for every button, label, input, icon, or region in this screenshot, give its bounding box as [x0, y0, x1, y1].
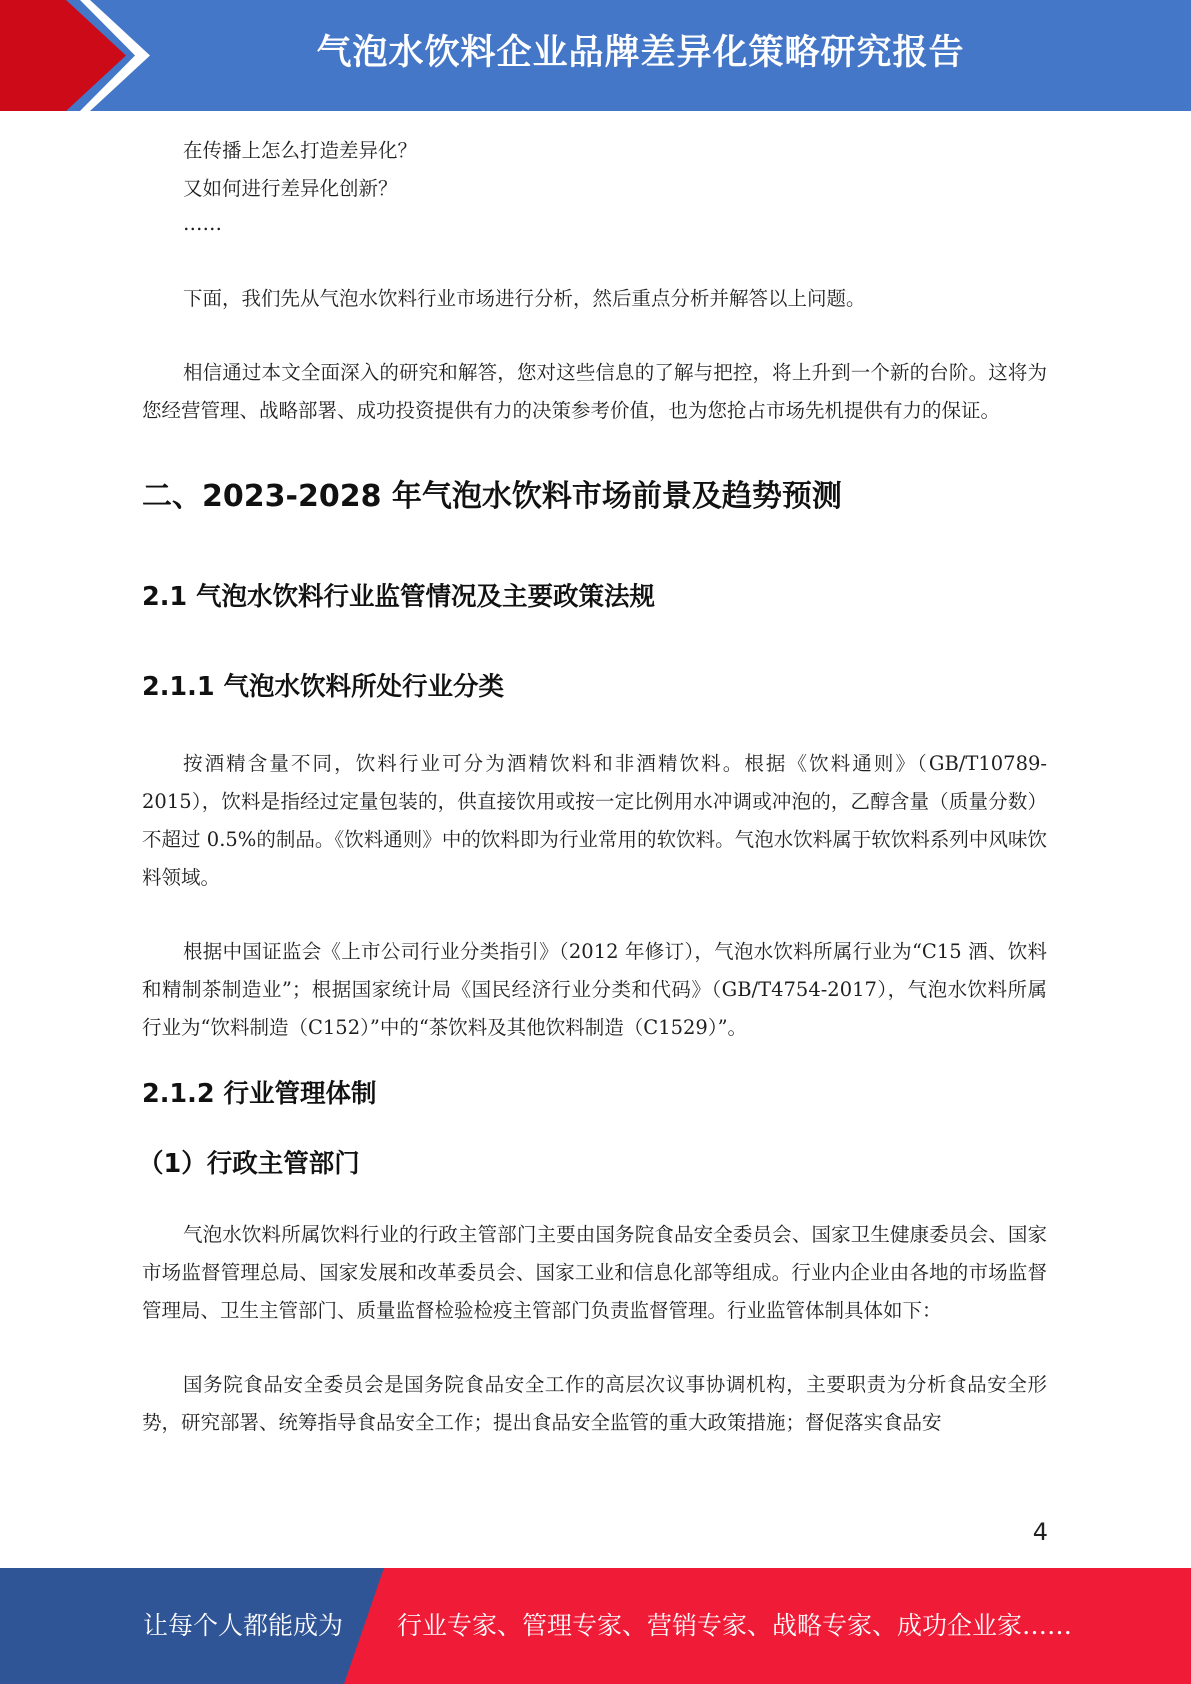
subsection-1-heading: （1）行政主管部门 [138, 1149, 360, 1179]
question-line-2: 又如何进行差异化创新？ [183, 177, 398, 200]
intro-paragraph: 下面，我们先从气泡水饮料行业市场进行分析，然后重点分析并解答以上问题。 [183, 287, 866, 310]
page-footer [0, 1568, 1191, 1684]
page-number: 4 [1032, 1518, 1048, 1546]
section-2-1-heading: 2.1 气泡水饮料行业监管情况及主要政策法规 [142, 582, 656, 612]
page-header [0, 0, 1191, 111]
footer-slogan-right: 行业专家、管理专家、营销专家、战略专家、成功企业家…… [397, 1611, 1073, 1640]
header-ribbon-decoration [0, 0, 150, 111]
section-2-heading: 二、2023-2028 年气泡水饮料市场前景及趋势预测 [142, 479, 842, 514]
footer-slogan-left: 让每个人都能成为 [143, 1611, 344, 1640]
admin-paragraph-1: 气泡水饮料所属饮料行业的行政主管部门主要由国务院食品安全委员会、国家卫生健康委员会、国家市场监督管理总局、国家发展和改革委员会、国家工业和信息化部等组成。行业内企业由各地的市场监督管理局、卫生主管部门、质量监督检验检疫主管部门负责监督管理。行业监管体制具体如下： [142, 1223, 1047, 1322]
section-2-1-2-heading: 2.1.2 行业管理体制 [142, 1079, 377, 1109]
report-title: 气泡水饮料企业品牌差异化策略研究报告 [316, 33, 965, 73]
classification-paragraph-2: 根据中国证监会《上市公司行业分类指引》（2012 年修订），气泡水饮料所属行业为“C15 酒、饮料和精制茶制造业”；根据国家统计局《国民经济行业分类和代码》（GB/T4754-2017），气泡水饮料所属行业为“饮料制造（C152）”中的“茶饮料及其他饮料制造（C1529）”。 [142, 940, 1047, 1039]
document-body [138, 132, 1047, 1442]
belief-paragraph: 相信通过本文全面深入的研究和解答，您对这些信息的了解与把控，将上升到一个新的台阶。这将为您经营管理、战略部署、成功投资提供有力的决策参考价值，也为您抢占市场先机提供有力的保证。 [142, 361, 1047, 422]
ellipsis-line: …… [183, 212, 222, 235]
classification-paragraph-1: 按酒精含量不同，饮料行业可分为酒精饮料和非酒精饮料。根据《饮料通则》（GB/T10789-2015），饮料是指经过定量包装的，供直接饮用或按一定比例用水冲调或冲泡的，乙醇含量（质量分数）不超过 0.5%的制品。《饮料通则》中的饮料即为行业常用的软饮料。气泡水饮料属于软饮料系列中风味饮料领域。 [142, 752, 1047, 889]
admin-paragraph-2: 国务院食品安全委员会是国务院食品安全工作的高层次议事协调机构，主要职责为分析食品安全形势，研究部署、统筹指导食品安全工作；提出食品安全监管的重大政策措施；督促落实食品安 [142, 1373, 1047, 1434]
question-line-1: 在传播上怎么打造差异化？ [183, 139, 418, 162]
section-2-1-1-heading: 2.1.1 气泡水饮料所处行业分类 [142, 672, 504, 702]
